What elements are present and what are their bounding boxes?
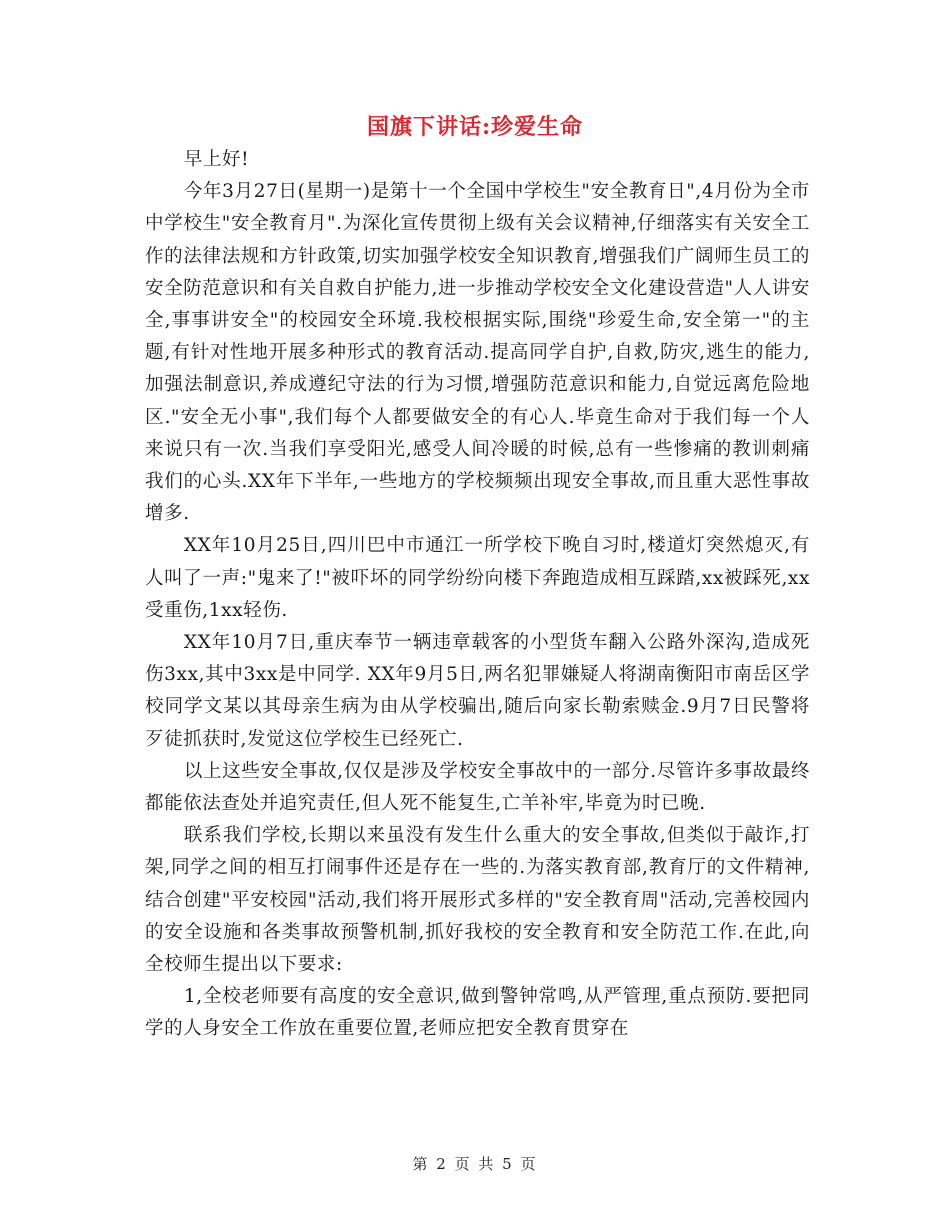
document-title: 国旗下讲话:珍爱生命: [366, 114, 584, 140]
document-body: [145, 144, 810, 1046]
page-number-footer: 第 2 页 共 5 页: [412, 1155, 538, 1173]
body-paragraph: 今年3月27日(星期一)是第十一个全国中学校生"安全教育日",4月份为全市中学校生"安全教育月".为深化宣传贯彻上级有关会议精神,仔细落实有关安全工作的法律法规和方针政策,切实加强学校安全知识教育,增强我们广阔师生员工的安全防范意识和有关自救自护能力,进一步推动学校安全文化建设营造"人人讲安全,事事讲安全"的校园安全环境.我校根据实际,围绕"珍爱生命,安全第一"的主题,有针对性地开展多种形式的教育活动.提高同学自护,自救,防灾,逃生的能力,加强法制意识,养成遵纪守法的行为习惯,增强防范意识和能力,自觉远离危险地区."安全无小事",我们每个人都要做安全的有心人.毕竟生命对于我们每一个人来说只有一次.当我们享受阳光,感受人间冷暖的时候,总有一些惨痛的教训刺痛我们的心头.XX年下半年,一些地方的学校频频出现安全事故,而且重大恶性事故增多.: [145, 181, 810, 525]
greeting-paragraph: 早上好!: [183, 149, 250, 170]
body-paragraph: 1,全校老师要有高度的安全意识,做到警钟常鸣,从严管理,重点预防.要把同学的人身安全工作放在重要位置,老师应把安全教育贯穿在: [145, 986, 810, 1040]
body-paragraph: XX年10月25日,四川巴中市通江一所学校下晚自习时,楼道灯突然熄灭,有人叫了一声:"鬼来了!"被吓坏的同学纷纷向楼下奔跑造成相互踩踏,xx被踩死,xx受重伤,1xx轻伤.: [145, 535, 810, 621]
body-paragraph: 以上这些安全事故,仅仅是涉及学校安全事故中的一部分.尽管许多事故最终都能依法查处并追究责任,但人死不能复生,亡羊补牢,毕竟为时已晚.: [145, 760, 810, 815]
body-paragraph: XX年10月7日,重庆奉节一辆违章载客的小型货车翻入公路外深沟,造成死伤3xx,其中3xx是中同学. XX年9月5日,两名犯罪嫌疑人将湖南衡阳市南岳区学校同学文某以其母亲生病为由从学校骗出,随后向家长勒索赎金.9月7日民警将歹徒抓获时,发觉这位学校生已经死亡.: [145, 632, 810, 750]
body-paragraph: 联系我们学校,长期以来虽没有发生什么重大的安全事故,但类似于敲诈,打架,同学之间的相互打闹事件还是存在一些的.为落实教育部,教育厅的文件精神,结合创建"平安校园"活动,我们将开展形式多样的"安全教育周"活动,完善校园内的安全设施和各类事故预警机制,抓好我校的安全教育和安全防范工作.在此,向全校师生提出以下要求:: [145, 825, 810, 976]
